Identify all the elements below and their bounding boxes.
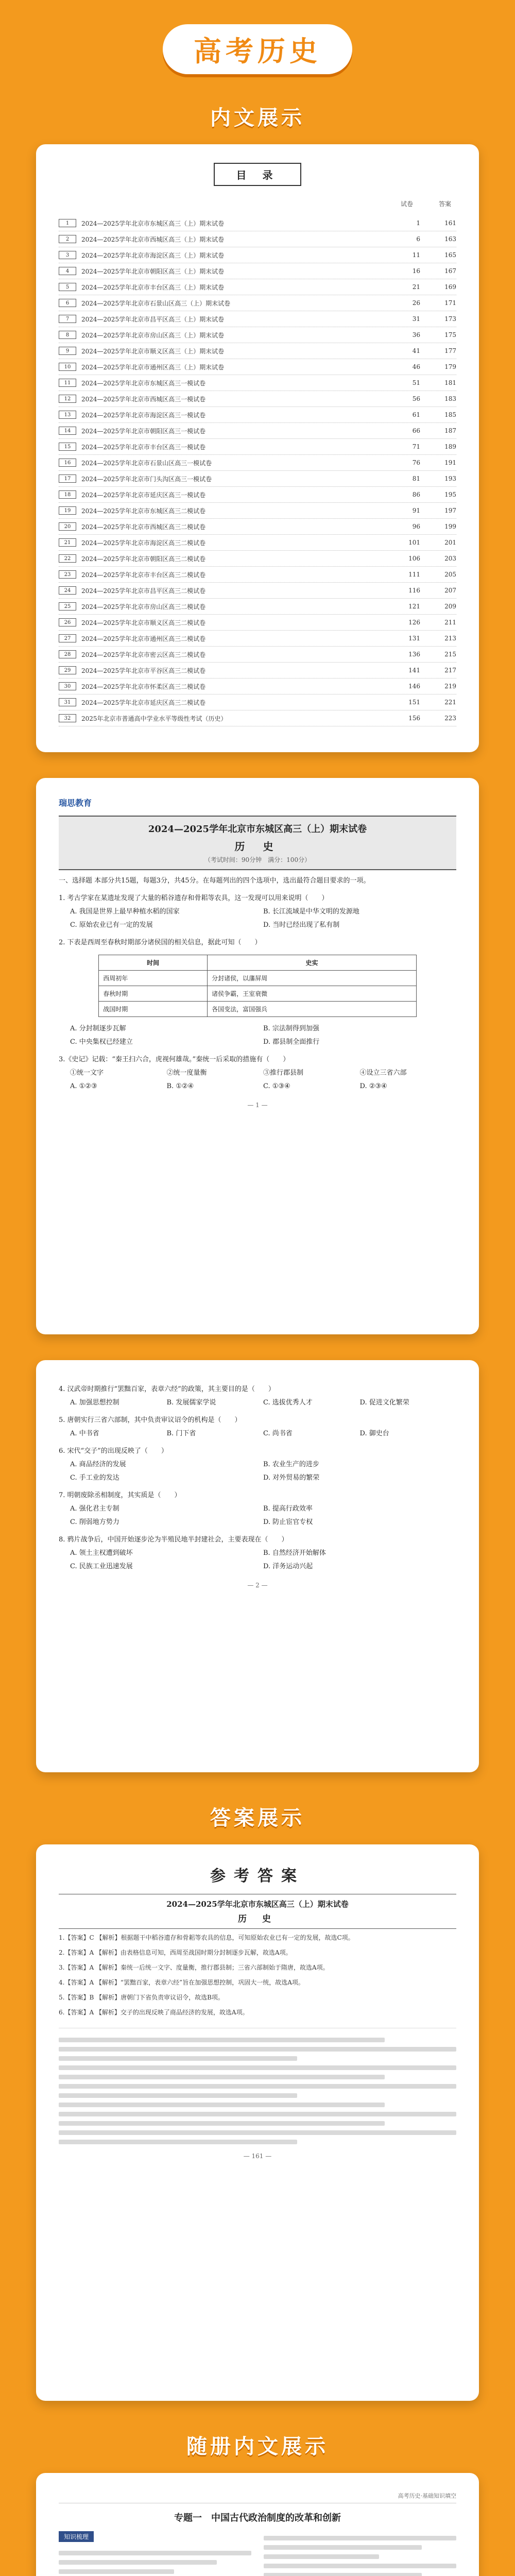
- toc-row-test-page: 136: [408, 651, 420, 658]
- toc-row: [59, 487, 456, 503]
- toc-row-title: 2024—2025学年北京市通州区高三二模试卷: [81, 635, 206, 642]
- toc-row-answer-page: 221: [444, 699, 456, 706]
- toc-row: [59, 407, 456, 423]
- toc-row-title: 2024—2025学年北京市西城区高三一模试卷: [81, 395, 206, 403]
- toc-row-title: 2024—2025学年北京市石景山区高三一模试卷: [81, 459, 212, 467]
- toc-row: [59, 247, 456, 263]
- toc-row: [59, 263, 456, 279]
- toc-row-test-page: 96: [412, 523, 420, 530]
- toc-row-answer-page: 203: [444, 555, 456, 562]
- toc-row: [59, 391, 456, 407]
- answer-list: [59, 1932, 456, 2019]
- section-instruction: 一、选择题 本部分共15题，每题3分，共45分。在每题列出的四个选项中，选出最符合题目要求的一项。: [59, 877, 370, 885]
- toc-row-number: 7: [59, 315, 76, 323]
- toc-row-answer-page: 173: [444, 315, 456, 323]
- toc-row-test-page: 151: [408, 699, 420, 706]
- answer-item: 1.【答案】C 【解析】根据题干中稻谷遗存和骨耜等农具的信息，可知原始农业已有一定的发展，故选C项。: [59, 1934, 354, 1941]
- toc-row-answer-page: 185: [444, 411, 456, 418]
- toc-row-answer-page: 201: [444, 539, 456, 546]
- answer-subject: 历 史: [238, 1914, 277, 1924]
- question-8: 8. 鸦片战争后，中国开始逐步沦为半殖民地半封建社会，主要表现在（ ）: [59, 1536, 288, 1544]
- toc-row: [59, 455, 456, 471]
- toc-row-test-page: 111: [408, 571, 420, 578]
- toc-row-test-page: 101: [408, 539, 420, 546]
- toc-row-number: 30: [59, 682, 76, 690]
- toc-row: [59, 439, 456, 455]
- toc-row-test-page: 46: [412, 363, 420, 370]
- toc-row-title: 2024—2025学年北京市丰台区高三二模试卷: [81, 571, 206, 579]
- toc-row-answer-page: 163: [444, 235, 456, 243]
- toc-row-title: 2024—2025学年北京市西城区高三（上）期末试卷: [81, 235, 225, 243]
- toc-row-test-page: 1: [416, 219, 420, 227]
- answer-sheet: [36, 1844, 479, 2401]
- toc-row-answer-page: 199: [444, 523, 456, 530]
- toc-row-number: 22: [59, 554, 76, 563]
- toc-row-answer-page: 193: [444, 475, 456, 482]
- toc-row-title: 2025年北京市普通高中学业水平等级性考试（历史）: [81, 715, 227, 722]
- question-5: 5. 唐朝实行三省六部制，其中负责审议诏令的机构是（ ）: [59, 1416, 242, 1424]
- toc-row: [59, 647, 456, 663]
- toc-row-answer-page: 171: [444, 299, 456, 307]
- toc-row-title: 2024—2025学年北京市东城区高三二模试卷: [81, 507, 206, 515]
- toc-row-answer-page: 215: [444, 651, 456, 658]
- toc-row-test-page: 31: [412, 315, 420, 323]
- toc-row: [59, 359, 456, 375]
- toc-row-number: 19: [59, 506, 76, 515]
- toc-row-number: 1: [59, 219, 76, 227]
- toc-row-title: 2024—2025学年北京市朝阳区高三（上）期末试卷: [81, 267, 225, 275]
- toc-row-title: 2024—2025学年北京市东城区高三一模试卷: [81, 379, 206, 387]
- exam-sheet-1: [36, 778, 479, 1334]
- page-number: — 161 —: [243, 2153, 272, 2160]
- toc-row-test-page: 66: [412, 427, 420, 434]
- page-title: 高考历史: [163, 24, 352, 74]
- toc-row-number: 17: [59, 474, 76, 483]
- toc-row-answer-page: 211: [444, 619, 456, 626]
- toc-row-test-page: 116: [408, 587, 420, 594]
- toc-row-answer-page: 165: [444, 251, 456, 259]
- toc-row-number: 28: [59, 650, 76, 658]
- toc-row-title: 2024—2025学年北京市顺义区高三（上）期末试卷: [81, 347, 225, 355]
- toc-row-number: 16: [59, 459, 76, 467]
- question-2-options: A. 分封制逐步瓦解 B. 宗法制得到加强 C. 中央集权已经建立 D. 郡县制全面推行: [70, 1025, 320, 1046]
- toc-row-test-page: 36: [412, 331, 420, 338]
- toc-row: [59, 663, 456, 679]
- answer-item: 2.【答案】A 【解析】由表格信息可知，西周至战国时期分封制逐步瓦解，故选A项。: [59, 1949, 292, 1956]
- toc-row-title: 2024—2025学年北京市密云区高三二模试卷: [81, 651, 206, 658]
- toc-row-answer-page: 161: [444, 219, 456, 227]
- toc-row: [59, 694, 456, 710]
- section-banner-answers: [0, 1798, 515, 1834]
- toc-row-title: 2024—2025学年北京市海淀区高三二模试卷: [81, 539, 206, 547]
- toc-row-test-page: 11: [412, 251, 420, 259]
- toc-row-test-page: 126: [408, 619, 420, 626]
- toc-row-title: 2024—2025学年北京市朝阳区高三一模试卷: [81, 427, 206, 435]
- question-7: 7. 明朝废除丞相制度，其实质是（ ）: [59, 1492, 181, 1499]
- toc-row-number: 9: [59, 347, 76, 355]
- toc-row-title: 2024—2025学年北京市海淀区高三（上）期末试卷: [81, 251, 225, 259]
- exam-header: [59, 816, 456, 870]
- section-title-content: 内文展示: [210, 106, 305, 130]
- question-4: 4. 汉武帝时期推行“罢黜百家，表章六经”的政策，其主要目的是（ ）: [59, 1385, 275, 1393]
- toc-row-test-page: 71: [412, 443, 420, 450]
- toc-row-answer-page: 191: [444, 459, 456, 466]
- question-3-options: A. ①②③ B. ①②④ C. ①③④ D. ②③④: [70, 1082, 387, 1090]
- toc-row-answer-page: 167: [444, 267, 456, 275]
- toc-row-title: 2024—2025学年北京市海淀区高三一模试卷: [81, 411, 206, 419]
- toc-row-number: 8: [59, 331, 76, 339]
- question-7-options: A. 强化君主专制 B. 提高行政效率 C. 削弱地方势力 D. 防止宦官专权: [70, 1505, 313, 1526]
- toc-row: [59, 327, 456, 343]
- toc-row: [59, 423, 456, 439]
- answer-title: 参考答案: [210, 1867, 305, 1885]
- toc-row: [59, 231, 456, 247]
- page-number: — 1 —: [247, 1101, 268, 1109]
- toc-row-test-page: 141: [408, 667, 420, 674]
- toc-row-answer-page: 197: [444, 507, 456, 514]
- toc-heading: 目 录: [59, 163, 456, 186]
- question-6-options: A. 商品经济的发展 B. 农业生产的进步 C. 手工业的发达 D. 对外贸易的繁荣: [70, 1461, 320, 1482]
- toc-row-test-page: 106: [408, 555, 420, 562]
- toc-row-title: 2024—2025学年北京市平谷区高三二模试卷: [81, 667, 206, 674]
- toc-row-title: 2024—2025学年北京市门头沟区高三一模试卷: [81, 475, 212, 483]
- toc-row-test-page: 21: [412, 283, 420, 291]
- toc-row-title: 2024—2025学年北京市房山区高三二模试卷: [81, 603, 206, 611]
- toc-row-answer-page: 223: [444, 715, 456, 722]
- toc-row-number: 2: [59, 235, 76, 243]
- toc-row: [59, 375, 456, 391]
- toc-row: [59, 599, 456, 615]
- toc-row-test-page: 81: [412, 475, 420, 482]
- toc-row-number: 5: [59, 283, 76, 291]
- toc-row-number: 3: [59, 251, 76, 259]
- answer-exam-title: 2024—2025学年北京市东城区高三（上）期末试卷: [166, 1900, 349, 1909]
- toc-row-test-page: 16: [412, 267, 420, 275]
- toc-row: [59, 503, 456, 519]
- toc-row-title: 2024—2025学年北京市朝阳区高三二模试卷: [81, 555, 206, 563]
- toc-row-number: 32: [59, 714, 76, 722]
- toc-row-title: 2024—2025学年北京市顺义区高三二模试卷: [81, 619, 206, 626]
- toc-row: [59, 567, 456, 583]
- workbook-sheet-1: [36, 2473, 479, 2576]
- toc-row: [59, 295, 456, 311]
- toc-row-number: 31: [59, 698, 76, 706]
- toc-row-test-page: 61: [412, 411, 420, 418]
- toc-row-number: 21: [59, 538, 76, 547]
- toc-row-answer-page: 183: [444, 395, 456, 402]
- toc-row-number: 29: [59, 666, 76, 674]
- toc-row: [59, 519, 456, 535]
- toc-col-test: 试卷: [400, 200, 413, 208]
- toc-row-title: 2024—2025学年北京市延庆区高三一模试卷: [81, 491, 206, 499]
- toc-row-answer-page: 181: [444, 379, 456, 386]
- toc-row-answer-page: 187: [444, 427, 456, 434]
- toc-row-test-page: 91: [412, 507, 420, 514]
- toc-row-test-page: 6: [416, 235, 420, 243]
- toc-row: [59, 710, 456, 726]
- workbook-box-title: 知识梳理: [59, 2531, 94, 2542]
- toc-row-title: 2024—2025学年北京市怀柔区高三二模试卷: [81, 683, 206, 690]
- toc-row-number: 27: [59, 634, 76, 642]
- toc-row-answer-page: 207: [444, 587, 456, 594]
- toc-row-number: 11: [59, 379, 76, 387]
- toc-row-answer-page: 209: [444, 603, 456, 610]
- toc-row-test-page: 86: [412, 491, 420, 498]
- toc-row-test-page: 26: [412, 299, 420, 307]
- answer-item: 4.【答案】A 【解析】“罢黜百家，表章六经”旨在加强思想控制，巩固大一统，故选A项。: [59, 1979, 304, 1986]
- toc-row-answer-page: 177: [444, 347, 456, 354]
- answer-item: 5.【答案】B 【解析】唐朝门下省负责审议诏令，故选B项。: [59, 1994, 224, 2001]
- toc-row-test-page: 156: [408, 715, 420, 722]
- toc-column-headers: [59, 199, 456, 208]
- toc-row-title: 2024—2025学年北京市东城区高三（上）期末试卷: [81, 219, 225, 227]
- section-title-answers: 答案展示: [210, 1806, 305, 1830]
- page-number: — 2 —: [247, 1582, 268, 1589]
- toc-row-number: 15: [59, 443, 76, 451]
- toc-row-number: 23: [59, 570, 76, 579]
- toc-row-answer-page: 217: [444, 667, 456, 674]
- toc-row-answer-page: 195: [444, 491, 456, 498]
- toc-sheet: [36, 144, 479, 752]
- toc-row-answer-page: 179: [444, 363, 456, 370]
- toc-row-number: 12: [59, 395, 76, 403]
- toc-row-number: 24: [59, 586, 76, 595]
- question-5-options: A. 中书省 B. 门下省 C. 尚书省 D. 御史台: [70, 1430, 389, 1437]
- answer-header: [59, 1894, 456, 1929]
- toc-row: [59, 279, 456, 295]
- toc-row-title: 2024—2025学年北京市通州区高三（上）期末试卷: [81, 363, 225, 371]
- question-1-options: A. 我国是世界上最早种植水稻的国家 B. 长江流域是中华文明的发源地 C. 原始农业已有一定的发展 D. 当时已经出现了私有制: [70, 908, 359, 929]
- toc-row-answer-page: 175: [444, 331, 456, 338]
- toc-row: [59, 471, 456, 487]
- toc-row: [59, 615, 456, 631]
- question-4-options: A. 加强思想控制 B. 发展儒家学说 C. 选拔优秀人才 D. 促进文化繁荣: [70, 1399, 409, 1406]
- toc-row: [59, 535, 456, 551]
- toc-row-test-page: 51: [412, 379, 420, 386]
- toc-row-test-page: 146: [408, 683, 420, 690]
- toc-row-test-page: 56: [412, 395, 420, 402]
- toc-row-test-page: 131: [408, 635, 420, 642]
- toc-row-title: 2024—2025学年北京市房山区高三（上）期末试卷: [81, 331, 225, 339]
- exam-subject: 历 史: [234, 840, 281, 853]
- toc-row-number: 14: [59, 427, 76, 435]
- toc-row-answer-page: 189: [444, 443, 456, 450]
- toc-row: [59, 311, 456, 327]
- section-banner-content: [0, 98, 515, 134]
- toc-row-title: 2024—2025学年北京市昌平区高三二模试卷: [81, 587, 206, 595]
- toc-row-number: 10: [59, 363, 76, 371]
- section-banner-workbook: [0, 2427, 515, 2463]
- toc-row-answer-page: 169: [444, 283, 456, 291]
- toc-col-answer: 答案: [438, 200, 451, 208]
- question-8-options: A. 领土主权遭到破坏 B. 自然经济开始解体 C. 民族工业迅速发展 D. 洋务运动兴起: [70, 1549, 326, 1570]
- toc-row-title: 2024—2025学年北京市石景山区高三（上）期末试卷: [81, 299, 231, 307]
- toc-row-test-page: 121: [408, 603, 420, 610]
- toc-row-answer-page: 219: [444, 683, 456, 690]
- toc-row-answer-page: 205: [444, 571, 456, 578]
- toc-row-number: 25: [59, 602, 76, 611]
- toc-row-number: 18: [59, 490, 76, 499]
- toc-row-number: 20: [59, 522, 76, 531]
- exam-sheet-2: [36, 1360, 479, 1772]
- question-2-table: 时间 史实 西周初年 分封诸侯，以藩屏周 春秋时期 诸侯争霸，王室衰微 战国时期 各国变法，富国强兵: [98, 955, 417, 1017]
- answer-item: 3.【答案】A 【解析】秦统一后统一文字、度量衡，推行郡县制；三省六部制始于隋唐，故选A项。: [59, 1964, 329, 1971]
- question-3: 3.《史记》记载：“秦王扫六合，虎视何雄哉。”秦统一后采取的措施有（ ）: [59, 1056, 290, 1063]
- toc-row-number: 4: [59, 267, 76, 275]
- toc-row-number: 26: [59, 618, 76, 626]
- toc-row-number: 13: [59, 411, 76, 419]
- toc-row-title: 2024—2025学年北京市丰台区高三一模试卷: [81, 443, 206, 451]
- toc-row-title: 2024—2025学年北京市延庆区高三二模试卷: [81, 699, 206, 706]
- toc-row: [59, 343, 456, 359]
- question-1: 1. 考古学家在某遗址发现了大量的稻谷遗存和骨耜等农具，这一发现可以用来说明（ ）: [59, 894, 329, 902]
- toc-row: [59, 679, 456, 694]
- toc-row-number: 6: [59, 299, 76, 307]
- section-title-workbook: 随册内文展示: [186, 2434, 329, 2459]
- question-3-subitems: ①统一文字 ②统一度量衡 ③推行郡县制 ④设立三省六部: [70, 1069, 407, 1077]
- answer-item: 6.【答案】A 【解析】交子的出现反映了商品经济的发展，故选A项。: [59, 2009, 249, 2016]
- exam-meta: （考试时间：90分钟 满分：100分）: [204, 856, 311, 863]
- toc-row-title: 2024—2025学年北京市昌平区高三（上）期末试卷: [81, 315, 225, 323]
- toc-row: [59, 583, 456, 599]
- toc-row-title: 2024—2025学年北京市西城区高三二模试卷: [81, 523, 206, 531]
- toc-row: [59, 215, 456, 231]
- toc-row-answer-page: 213: [444, 635, 456, 642]
- publisher-logo: 瑞思教育: [59, 798, 92, 808]
- toc-row: [59, 551, 456, 567]
- workbook-header: 高考历史·基础知识填空: [59, 2492, 456, 2503]
- question-2: 2. 下表是西周至春秋时期部分诸侯国的相关信息，据此可知（ ）: [59, 939, 262, 946]
- toc-list: [59, 215, 456, 726]
- toc-row: [59, 631, 456, 647]
- workbook-title: 专题一 中国古代政治制度的改革和创新: [174, 2513, 341, 2523]
- toc-row-test-page: 41: [412, 347, 420, 354]
- toc-row-title: 2024—2025学年北京市丰台区高三（上）期末试卷: [81, 283, 225, 291]
- question-6: 6. 宋代“交子”的出现反映了（ ）: [59, 1447, 168, 1455]
- exam-title: 2024—2025学年北京市东城区高三（上）期末试卷: [148, 824, 367, 835]
- page-title-banner: [0, 21, 515, 77]
- toc-row-test-page: 76: [412, 459, 420, 466]
